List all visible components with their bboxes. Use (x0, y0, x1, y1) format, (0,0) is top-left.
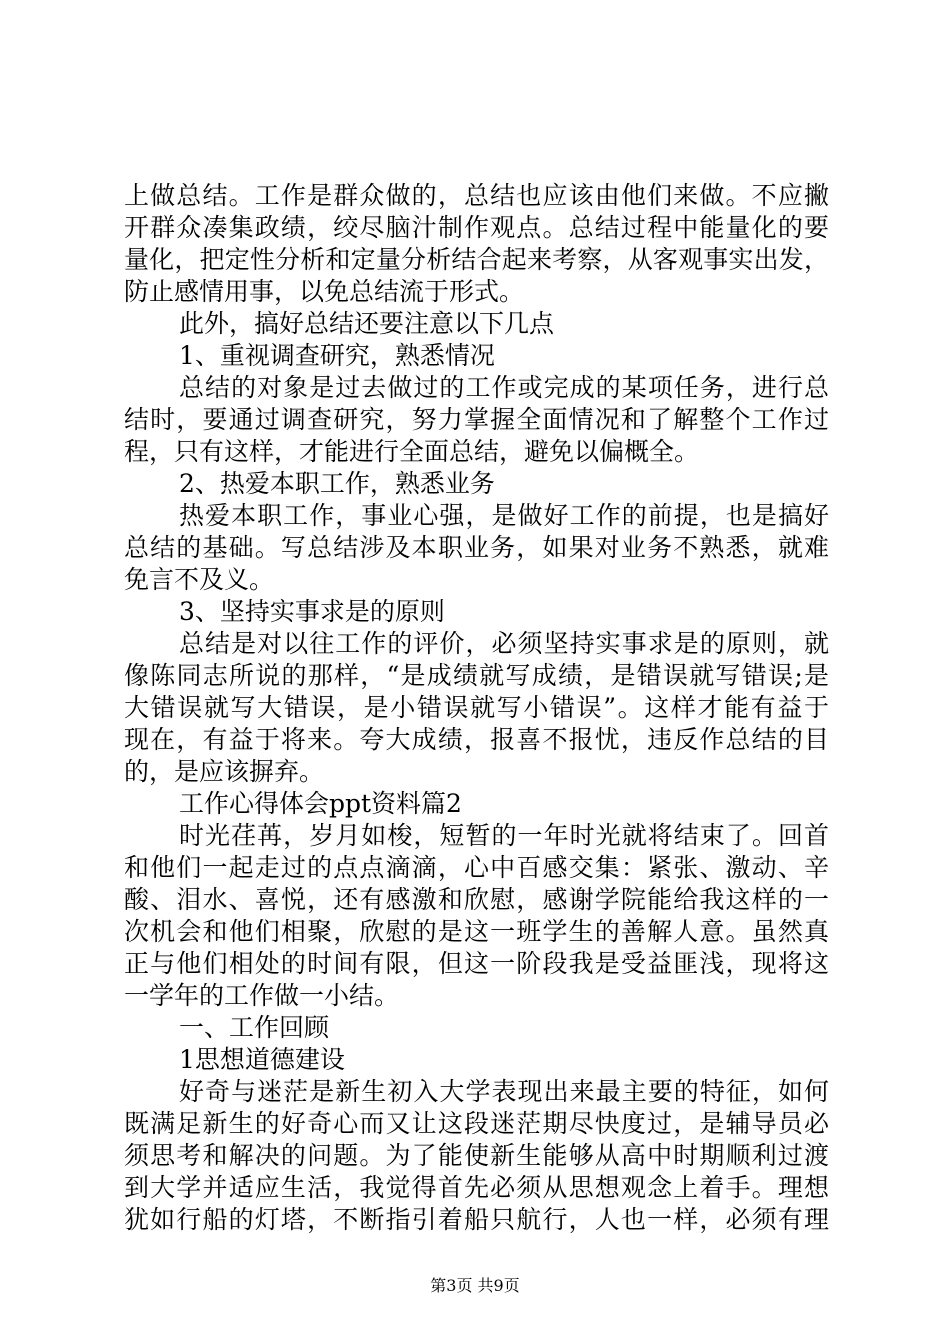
paragraph-line: 结时，要通过调查研究，努力掌握全面情况和了解整个工作过 (124, 405, 829, 434)
paragraph-line: 热爱本职工作，事业心强，是做好工作的前提，也是搞好 (179, 501, 829, 530)
paragraph-line: 上做总结。工作是群众做的，总结也应该由他们来做。不应撇 (124, 181, 829, 210)
section-heading: 一、工作回顾 (179, 1013, 330, 1042)
paragraph-line: 大错误就写大错误，是小错误就写小错误”。这样才能有益于 (124, 693, 829, 722)
paragraph-line: 一学年的工作做一小结。 (124, 981, 400, 1010)
section-heading: 3、坚持实事求是的原则 (179, 597, 445, 626)
paragraph-line: 量化，把定性分析和定量分析结合起来考察，从客观事实出发， (124, 245, 829, 274)
paragraph-line: 酸、泪水、喜悦，还有感激和欣慰，感谢学院能给我这样的一 (124, 885, 829, 914)
paragraph-line: 好奇与迷茫是新生初入大学表现出来最主要的特征，如何 (179, 1077, 829, 1106)
paragraph-line: 开群众凑集政绩，绞尽脑汁制作观点。总结过程中能量化的要 (124, 213, 829, 242)
paragraph-line: 和他们一起走过的点点滴滴，心中百感交集：紧张、激动、辛 (124, 853, 829, 882)
paragraph-line: 次机会和他们相聚，欣慰的是这一班学生的善解人意。虽然真 (124, 917, 829, 946)
section-heading: 1、重视调查研究，熟悉情况 (179, 341, 495, 370)
paragraph-line: 免言不及义。 (124, 565, 275, 594)
page-number-footer: 第3页 共9页 (430, 1276, 520, 1295)
paragraph-line: 正与他们相处的时间有限，但这一阶段我是受益匪浅，现将这 (124, 949, 829, 978)
paragraph-line: 总结的基础。写总结涉及本职业务，如果对业务不熟悉，就难 (124, 533, 829, 562)
section-heading: 1思想道德建设 (179, 1045, 345, 1074)
paragraph-line: 的，是应该摒弃。 (124, 757, 325, 786)
paragraph-line: 到大学并适应生活，我觉得首先必须从思想观念上着手。理想 (124, 1173, 829, 1202)
paragraph-line: 时光荏苒，岁月如梭，短暂的一年时光就将结束了。回首 (179, 821, 829, 850)
paragraph-line: 像陈同志所说的那样，“是成绩就写成绩，是错误就写错误;是 (124, 661, 829, 690)
paragraph-line: 程，只有这样，才能进行全面总结，避免以偏概全。 (124, 437, 700, 466)
paragraph-line: 须思考和解决的问题。为了能使新生能够从高中时期顺利过渡 (124, 1141, 829, 1170)
paragraph-line: 总结的对象是过去做过的工作或完成的某项任务，进行总 (179, 373, 829, 402)
section-heading: 工作心得体会ppt资料篇2 (179, 789, 462, 818)
section-heading: 2、热爱本职工作，熟悉业务 (179, 469, 495, 498)
paragraph-line: 总结是对以往工作的评价，必须坚持实事求是的原则，就 (179, 629, 829, 658)
paragraph-line: 防止感情用事，以免总结流于形式。 (124, 277, 525, 306)
paragraph-line: 现在，有益于将来。夸大成绩，报喜不报忧，违反作总结的目 (124, 725, 829, 754)
paragraph-line: 犹如行船的灯塔，不断指引着船只航行，人也一样，必须有理 (124, 1205, 829, 1234)
paragraph-line: 此外，搞好总结还要注意以下几点 (179, 309, 555, 338)
paragraph-line: 既满足新生的好奇心而又让这段迷茫期尽快度过，是辅导员必 (124, 1109, 829, 1138)
